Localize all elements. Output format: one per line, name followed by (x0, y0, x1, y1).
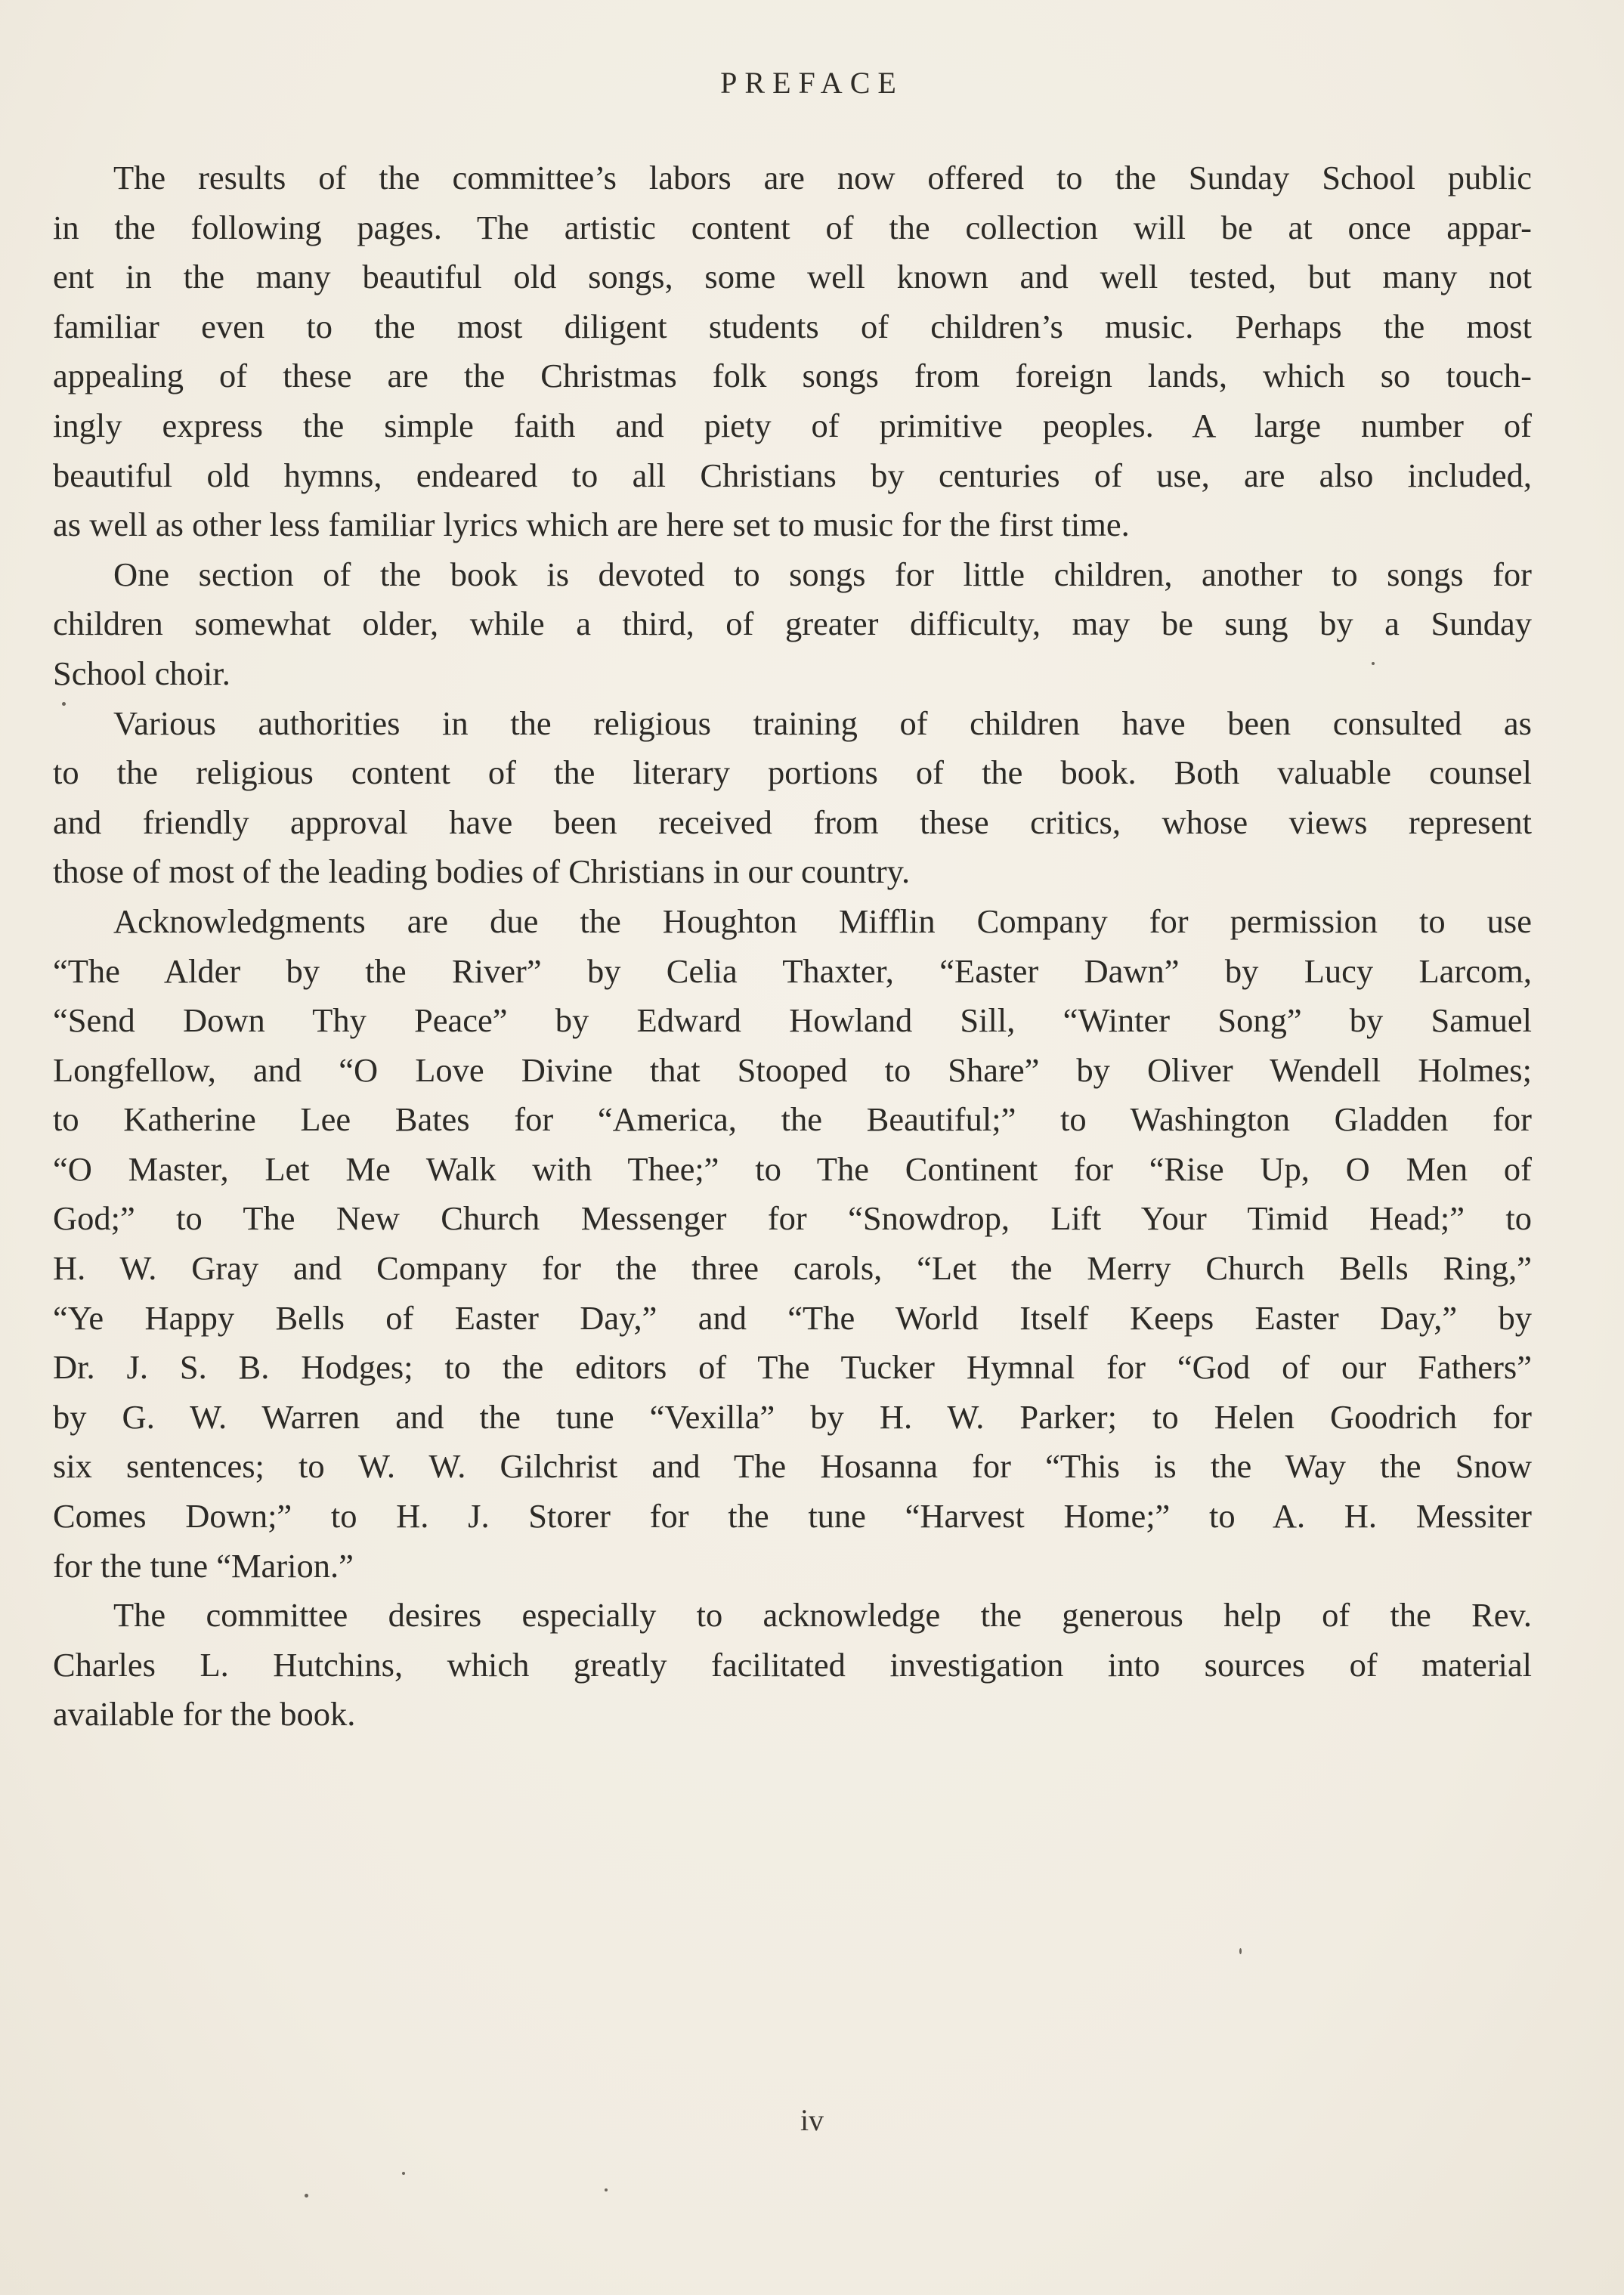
text-line: “Ye Happy Bells of Easter Day,” and “The World Itself Keeps Easter Day,” by (53, 1298, 1532, 1337)
text-line: “Send Down Thy Peace” by Edward Howland Sill, “Winter Song” by Samuel (53, 1001, 1532, 1040)
text-line: familiar even to the most diligent students of children’s music. Perhaps the most (53, 307, 1532, 345)
text-line: ent in the many beautiful old songs, some well known and well tested, but many not (53, 258, 1532, 296)
text-line: “O Master, Let Me Walk with Thee;” to The Continent for “Rise Up, O Men of (53, 1149, 1532, 1188)
paper-speck (305, 2194, 308, 2198)
page-heading: PREFACE (720, 66, 904, 100)
text-line: for the tune “Marion.” (53, 1546, 354, 1585)
text-line: Longfellow, and “O Love Divine that Stooped to Share” by Oliver Wendell Holmes; (53, 1050, 1532, 1089)
text-line: H. W. Gray and Company for the three carols, “Let the Merry Church Bells Ring,” (53, 1249, 1532, 1288)
text-line: as well as other less familiar lyrics which are here set to music for the first time. (53, 506, 1130, 544)
text-line: The results of the committee’s labors are now offered to the Sunday School public (113, 159, 1532, 196)
text-line: to Katherine Lee Bates for “America, the Beautiful;” to Washington Gladden for (53, 1100, 1532, 1139)
text-line: God;” to The New Church Messenger for “Snowdrop, Lift Your Timid Head;” to (53, 1199, 1532, 1238)
paper-speck (62, 702, 66, 706)
text-line: School choir. (53, 654, 230, 692)
text-line: appealing of these are the Christmas folk songs from foreign lands, which so touch- (53, 357, 1532, 395)
text-line: children somewhat older, while a third, of greater difficulty, may be sung by a Sunday (53, 605, 1532, 643)
paper-speck (402, 2172, 405, 2175)
text-line: “The Alder by the River” by Celia Thaxter, “Easter Dawn” by Lucy Larcom, (53, 951, 1532, 990)
text-line: One section of the book is devoted to songs for little children, another to songs for (113, 555, 1532, 593)
paper-speck (1372, 662, 1375, 665)
text-line: Dr. J. S. B. Hodges; to the editors of The Tucker Hymnal for “God of our Fathers” (53, 1348, 1532, 1387)
text-line: those of most of the leading bodies of Christians in our country. (53, 852, 911, 891)
text-line: beautiful old hymns, endeared to all Christians by centuries of use, are also included, (53, 456, 1532, 494)
text-line: six sentences; to W. W. Gilchrist and The Hosanna for “This is the Way the Snow (53, 1447, 1532, 1486)
text-line: Charles L. Hutchins, which greatly facilitated investigation into sources of material (53, 1645, 1532, 1684)
text-line: The committee desires especially to acknowledge the generous help of the Rev. (113, 1596, 1532, 1635)
text-line: and friendly approval have been received from these critics, whose views represent (53, 803, 1532, 841)
text-line: Various authorities in the religious training of children have been consulted as (113, 704, 1532, 742)
text-line: in the following pages. The artistic content of the collection will be at once appar- (53, 208, 1532, 246)
paper-speck (605, 2188, 608, 2191)
paper-speck (1239, 1948, 1242, 1954)
preface-body (53, 153, 1532, 1740)
text-line: to the religious content of the literary portions of the book. Both valuable counsel (53, 753, 1532, 792)
page-number: iv (800, 2103, 824, 2137)
text-line: ingly express the simple faith and piety of primitive peoples. A large number of (53, 406, 1532, 444)
text-line: Acknowledgments are due the Houghton Mifflin Company for permission to use (113, 902, 1532, 940)
text-line: by G. W. Warren and the tune “Vexilla” by H. W. Parker; to Helen Goodrich for (53, 1397, 1532, 1436)
text-line: available for the book. (53, 1695, 356, 1734)
text-line: Comes Down;” to H. J. Storer for the tune “Harvest Home;” to A. H. Messiter (53, 1497, 1532, 1536)
